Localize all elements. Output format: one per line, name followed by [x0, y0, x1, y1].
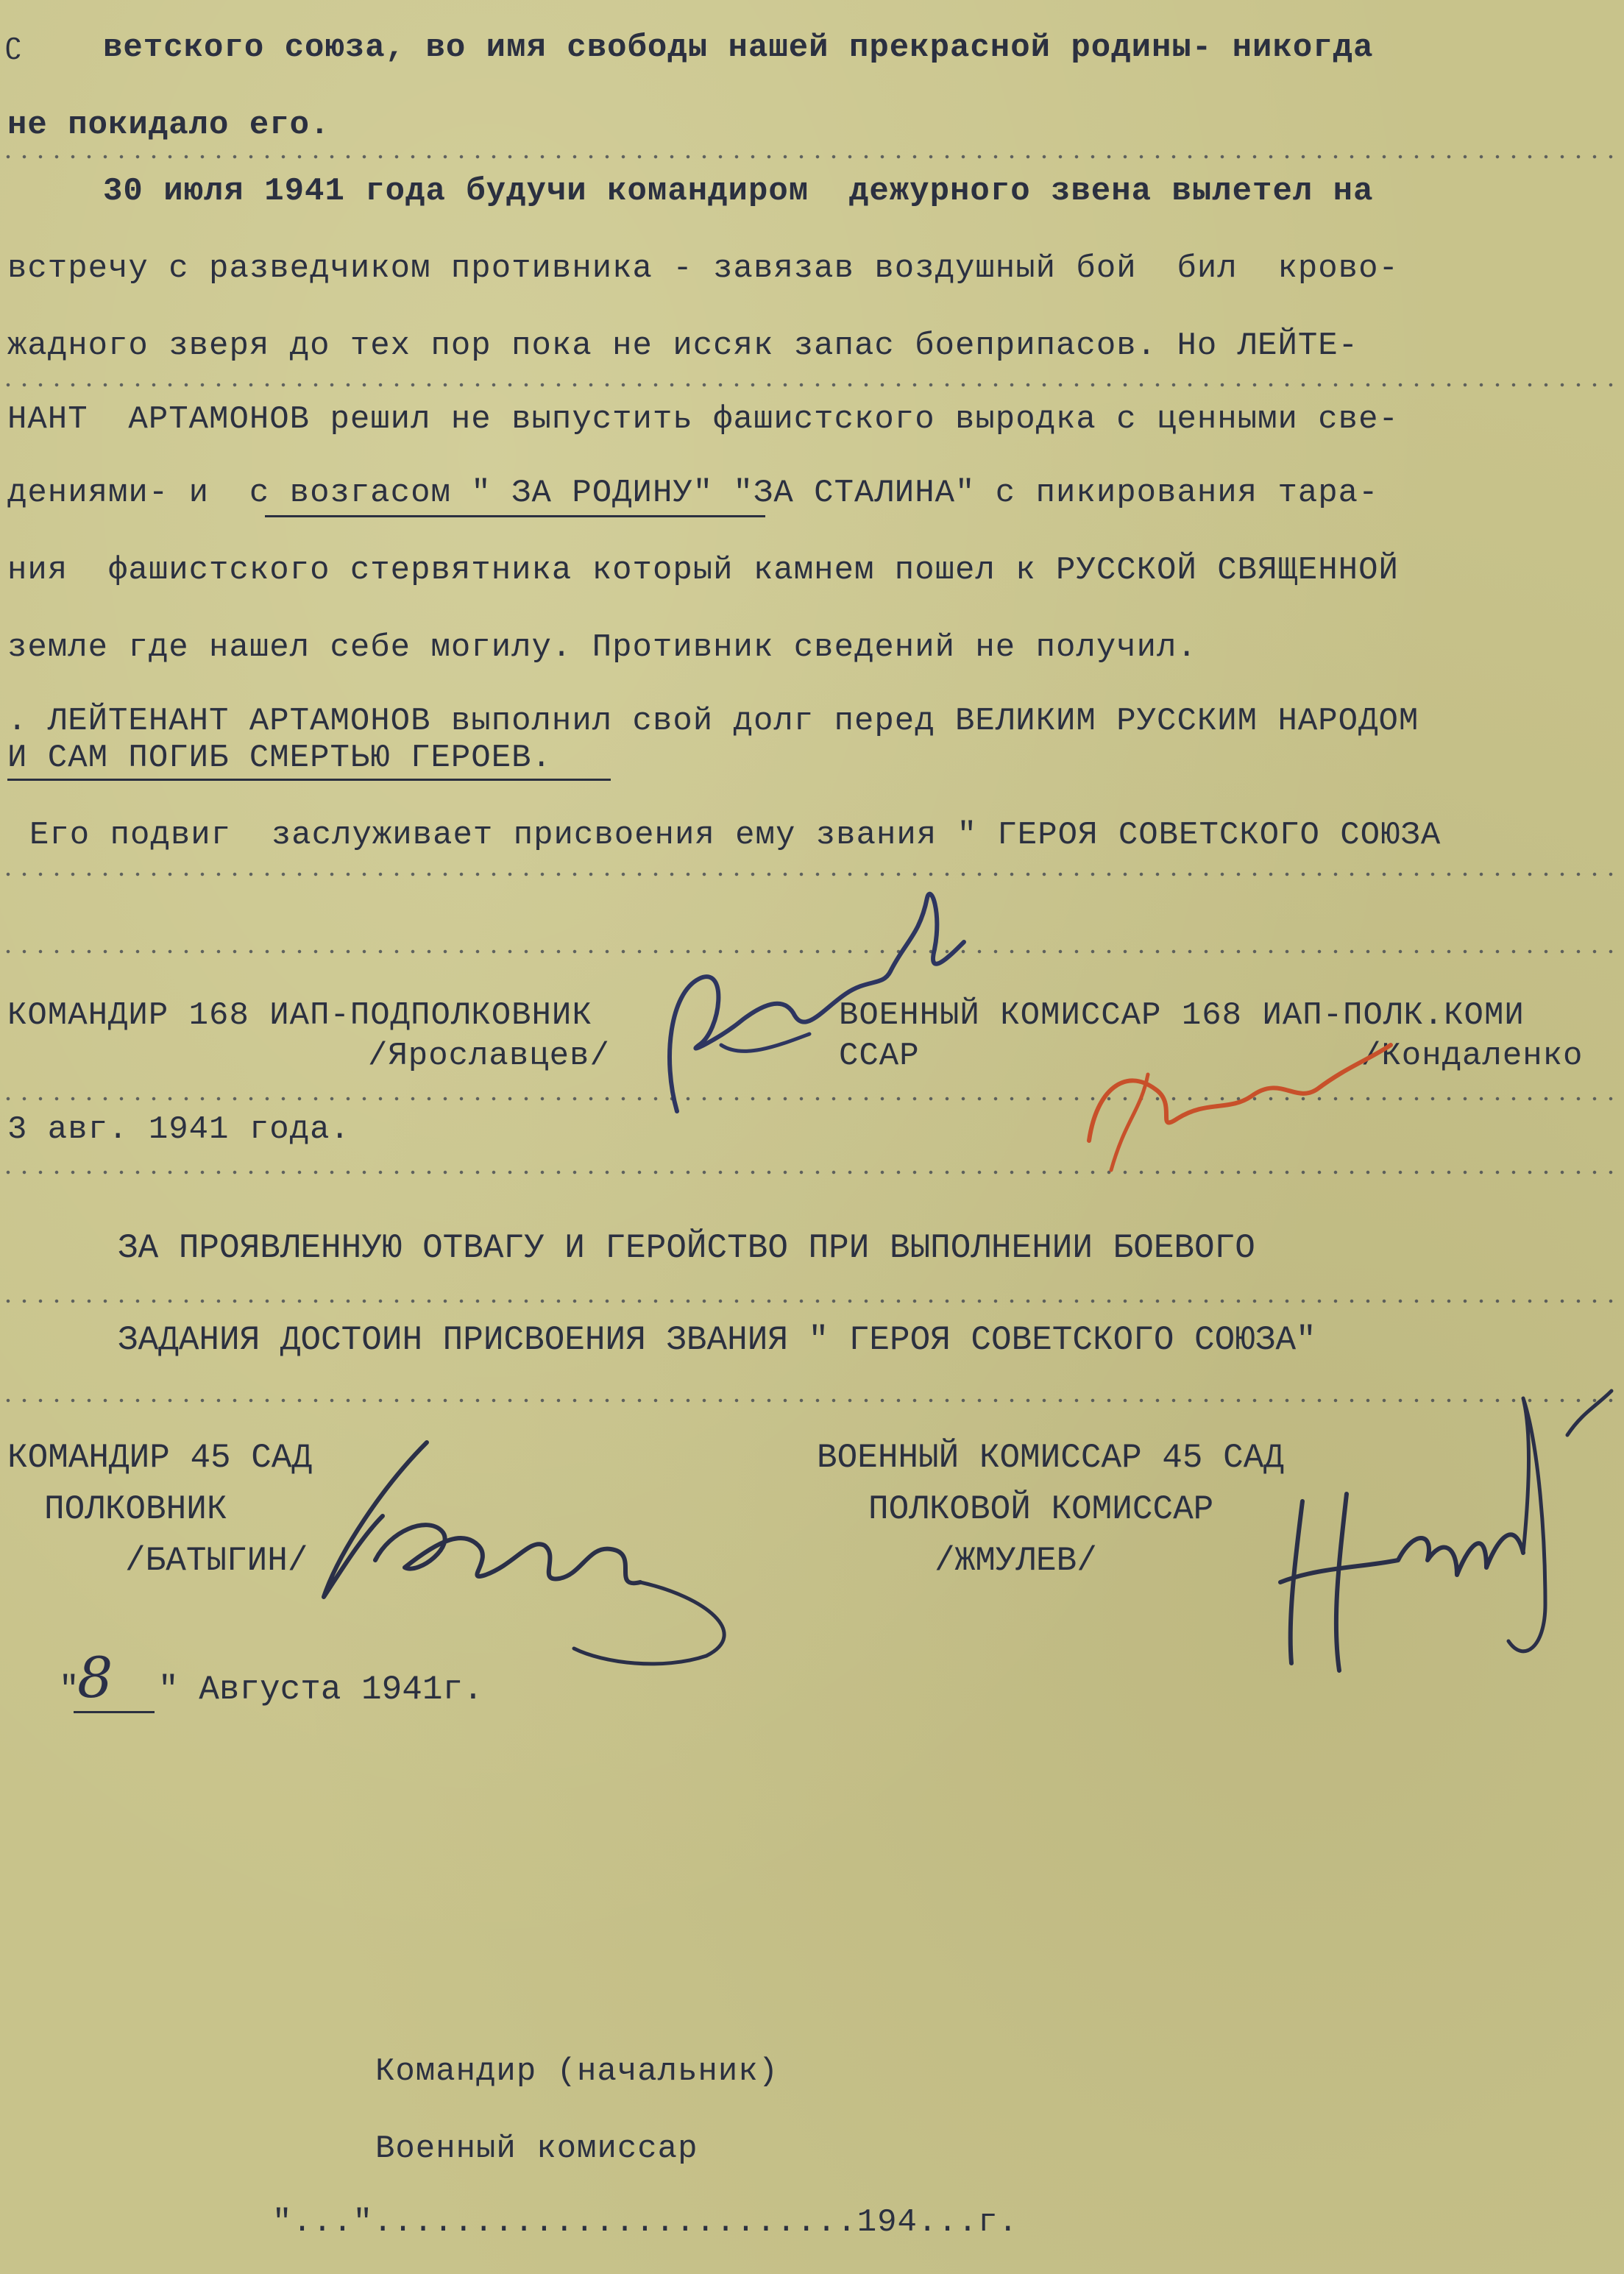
division-commissar-line1: ВОЕННЫЙ КОМИССАР 45 САД	[817, 1439, 1284, 1477]
regiment-commissar-title-line1: ВОЕННЫЙ КОМИССАР 168 ИАП-ПОЛК.КОМИ	[839, 997, 1525, 1034]
underline-slogan	[265, 515, 765, 517]
regiment-commander-title: КОМАНДИР 168 ИАП-ПОДПОЛКОВНИК	[7, 997, 592, 1034]
paragraph2-line5: дениями- и с возгасом " ЗА РОДИНУ" "ЗА СТАЛИНА" с пикирования тара-	[7, 475, 1379, 511]
underline-death	[7, 779, 611, 781]
regiment-commander-name: /Ярославцев/	[368, 1038, 610, 1074]
dotted-rule	[0, 383, 1624, 387]
division-commander-name: /БАТЫГИН/	[125, 1542, 308, 1580]
paragraph2-line3: жадного зверя до тех пор пока не иссяк запас боеприпасов. Но ЛЕЙТЕ-	[7, 327, 1359, 364]
division-commander-line1: КОМАНДИР 45 САД	[7, 1439, 313, 1477]
division-date-rest: " Августа 1941г.	[158, 1671, 483, 1709]
dotted-rule	[0, 155, 1624, 159]
paragraph2-line1: 30 июля 1941 года будучи командиром дежурного звена вылетел на	[103, 173, 1374, 210]
division-date-open-quote: "	[59, 1671, 79, 1709]
corner-mark: ʗ	[4, 29, 23, 63]
paragraph4-line1: Его подвиг заслуживает присвоения ему звания " ГЕРОЯ СОВЕТСКОГО СОЮЗА	[29, 817, 1442, 854]
signature-zhmulev	[1251, 1384, 1619, 1693]
blank-commander-label: Командир (начальник)	[375, 2053, 779, 2090]
paragraph2-line4: НАНТ АРТАМОНОВ решил не выпустить фашистского выродка с ценными све-	[7, 401, 1399, 438]
paragraph2-line2: встречу с разведчиком противника - завязав воздушный бой бил крово-	[7, 250, 1399, 287]
signature-batygin	[294, 1428, 765, 1678]
paragraph2-line7: земле где нашел себе могилу. Противник сведений не получил.	[7, 629, 1197, 666]
paragraph3-line2: И САМ ПОГИБ СМЕРТЬЮ ГЕРОЕВ.	[7, 740, 552, 776]
signature-yaroslavtsev	[633, 868, 971, 1133]
division-date-day: 8	[77, 1645, 114, 1710]
division-commander-line2: ПОЛКОВНИК	[44, 1490, 227, 1529]
division-commissar-name: /ЖМУЛЕВ/	[935, 1542, 1097, 1580]
division-resolution-line2: ЗАДАНИЯ ДОСТОИН ПРИСВОЕНИЯ ЗВАНИЯ " ГЕРОЯ СОВЕТСКОГО СОЮЗА"	[118, 1321, 1316, 1359]
division-commissar-line2: ПОЛКОВОЙ КОМИССАР	[868, 1490, 1214, 1529]
blank-commissar-label: Военный комиссар	[375, 2130, 698, 2167]
paragraph1-line1: ветского союза, во имя свободы нашей прекрасной родины- никогда	[103, 29, 1374, 66]
regiment-date: 3 авг. 1941 года.	[7, 1111, 350, 1148]
division-resolution-line1: ЗА ПРОЯВЛЕННУЮ ОТВАГУ И ГЕРОЙСТВО ПРИ ВЫПОЛНЕНИИ БОЕВОГО	[118, 1229, 1255, 1267]
paragraph1-line2: не покидало его.	[7, 107, 330, 144]
date-day-underline	[74, 1711, 155, 1713]
paragraph2-line6: ния фашистского стервятника который камнем пошел к РУССКОЙ СВЯЩЕННОЙ	[7, 552, 1399, 589]
dotted-rule	[0, 1299, 1624, 1303]
signature-red-ink	[1074, 1030, 1398, 1177]
blank-date-template: "..."........................194...г.	[272, 2204, 1018, 2241]
regiment-commissar-title-line2: ССАР	[839, 1038, 920, 1074]
regiment-commissar-name: /Кондаленко	[1361, 1038, 1584, 1074]
paragraph3-line1: . ЛЕЙТЕНАНТ АРТАМОНОВ выполнил свой долг перед ВЕЛИКИМ РУССКИМ НАРОДОМ	[7, 703, 1419, 740]
